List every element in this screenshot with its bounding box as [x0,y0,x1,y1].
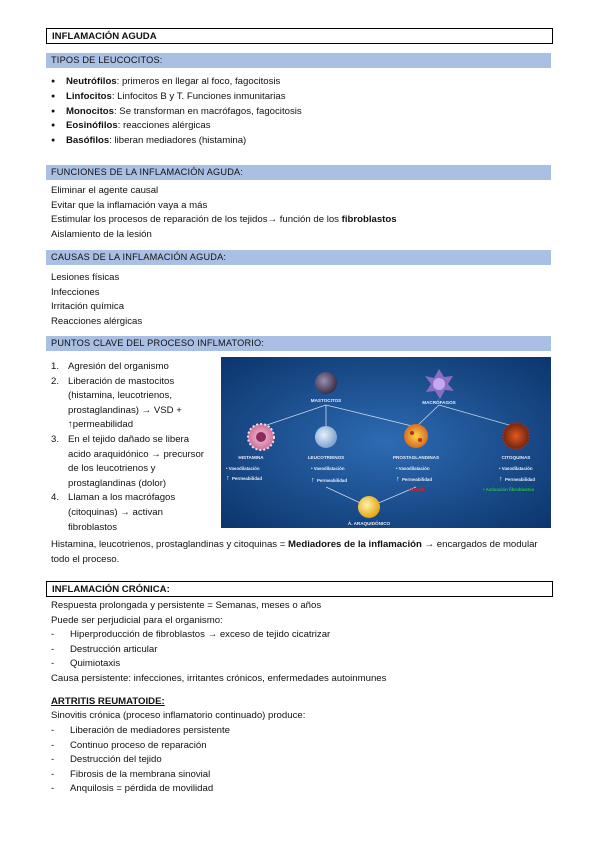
list-item: - Hiperproducción de fibroblastos → exceso de tejido cicatrizar [51,628,330,643]
list-item: - Destrucción articular [51,643,330,658]
label-citoquinas: CITOQUINAS [501,455,531,460]
text-line: Sinovitis crónica (proceso inflamatorio continuado) produce: [51,710,306,721]
arrow-up-icon: ↑ [499,476,503,483]
list-item: ● Basófilos: liberan mediadores (histamina) [51,134,302,149]
section-heading-puntos: PUNTOS CLAVE DEL PROCESO INFLMATORIO: [46,336,551,351]
text-line: Aislamiento de la lesión [51,229,152,240]
cronica-list [51,628,330,672]
list-item: 2. Liberación de mastocitos (histamina, leucotrienos, prostaglandinas) → VSD + ↑permeabilidad [51,375,182,431]
label-permeabilidad: Permeabilidad [402,477,433,482]
text-line: Respuesta prolongada y persistente = Semanas, meses o años [51,600,322,611]
arrow-up-icon: ↑ [311,477,315,484]
puntos-list [51,360,211,535]
text-line: Evitar que la inflamación vaya a más [51,200,208,211]
section-heading-artritis: ARTRITIS REUMATOIDE: [51,696,165,707]
text-line: Eliminar el agente causal [51,185,159,196]
label-permeabilidad: Permeabilidad [505,477,536,482]
list-item: 3. En el tejido dañado se libera acido araquidónico → precursor de los leucotrienos y prostaglandinas (dolor) [51,433,204,489]
mediadores-summary: Histamina, leucotrienos, prostaglandinas y citoquinas = Mediadores de la inflamación → encargados de modular todo el proceso. [51,539,538,565]
arrow-up-icon: ↑ [226,475,230,482]
artritis-list [51,724,230,797]
list-item: ● Linfocitos: Linfocitos B y T. Funciones inmunitarias [51,90,302,105]
text-line: Causa persistente: infecciones, irritantes crónicos, enfermedades autoinmunes [51,673,387,684]
text-line: Estimular los procesos de reparación de los tejidos→ función de los fibroblastos [51,214,397,225]
label-dolor: DOLOR [409,487,425,492]
leucocitos-list [51,75,302,149]
label-activacion: • Activación fibroblastos [483,487,535,492]
list-item: - Liberación de mediadores persistente [51,724,230,739]
text-line: Infecciones [51,287,100,298]
prostaglandina-cell-icon [404,424,428,448]
text-line: Puede ser perjudicial para el organismo: [51,615,223,626]
label-histamina: HISTAMINA [238,455,264,460]
list-item: ● Monocitos: Se transforman en macrófagos, fagocitosis [51,105,302,120]
acido-araquidonico-icon [358,496,380,518]
section-heading-funciones: FUNCIONES DE LA INFLAMACIÓN AGUDA: [46,165,551,180]
label-vasodilatacion: • Vasodilatación [499,466,533,471]
section-heading-cronica: INFLAMACIÓN CRÓNICA: [46,581,553,597]
histamina-cell-icon [248,424,274,450]
label-prostaglandinas: PROSTAGLANDINAS [392,455,440,460]
mastocito-cell-icon [315,372,337,394]
arrow-up-icon: ↑ [396,476,400,483]
section-heading-causas: CAUSAS DE LA INFLAMACIÓN AGUDA: [46,250,551,265]
list-item: 4. Llaman a los macrófagos (citoquinas) → activan fibroblastos [51,492,176,533]
label-permeabilidad: Permeabilidad [317,478,348,483]
text-line: Lesiones físicas [51,272,120,283]
label-leucotrienos: LEUCOTRIENOS [307,455,345,460]
label-mastocitos: MASTOCITOS [310,398,342,403]
label-vasodilatacion: • Vasodilatación [311,466,345,471]
list-item: ● Neutrófilos: primeros en llegar al foco, fagocitosis [51,75,302,90]
list-item: - Quimiotaxis [51,657,330,672]
inflammation-diagram [221,357,551,528]
list-item: 1. Agresión del organismo [51,361,169,372]
page-title: INFLAMACIÓN AGUDA [46,28,553,44]
label-permeabilidad: Permeabilidad [232,476,263,481]
list-item: - Destrucción del tejido [51,753,230,768]
section-heading-leucocitos: TIPOS DE LEUCOCITOS: [46,53,551,68]
label-araquidonico: Á. ARAQUIDÓNICO [347,521,391,526]
label-vasodilatacion: • Vasodilatación [226,466,260,471]
list-item: - Fibrosis de la membrana sinovial [51,768,230,783]
leucotrieno-cell-icon [315,426,337,448]
list-item: - Anquilosis = pérdida de movilidad [51,782,230,797]
text-line: Irritación química [51,301,125,312]
list-item: ● Eosinófilos: reacciones alérgicas [51,119,302,134]
text-line: Reacciones alérgicas [51,316,143,327]
citoquina-cell-icon [503,423,529,449]
label-vasodilatacion: • Vasodilatación [396,466,430,471]
list-item: - Continuo proceso de reparación [51,739,230,754]
label-macrofagos: MACRÓFAGOS [422,400,456,405]
